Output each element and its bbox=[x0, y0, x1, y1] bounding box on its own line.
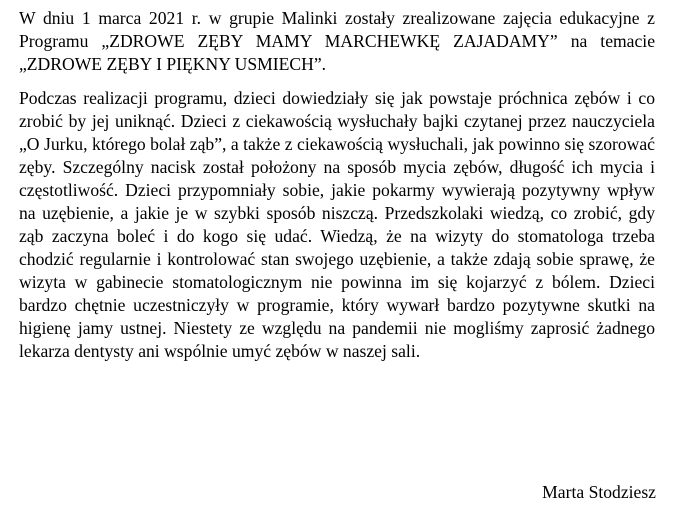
document-body bbox=[19, 7, 655, 363]
author-signature: Marta Stodziesz bbox=[542, 482, 656, 502]
intro-paragraph: W dniu 1 marca 2021 r. w grupie Malinki zostały zrealizowane zajęcia edukacyjne z Programu „ZDROWE ZĘBY MAMY MARCHEWKĘ ZAJADAMY” na temacie „ZDROWE ZĘBY I PIĘKNY USMIECH”. bbox=[19, 8, 655, 74]
program-description-paragraph: Podczas realizacji programu, dzieci dowiedziały się jak powstaje próchnica zębów i co zrobić by jej uniknąć. Dzieci z ciekawością wysłuchały bajki czytanej przez nauczyciela „O Jurku, którego bolał ząb”, a także z ciekawością wysłuchali, jak powinno się szorować zęby. Szczególny nacisk został położony na sposób mycia zębów, długość ich mycia i częstotliwość. Dzieci przypomniały sobie, jakie pokarmy wywierają pozytywny wpływ na uzębienie, a jakie je w szybki sposób niszczą. Przedszkolaki wiedzą, co zrobić, gdy ząb zaczyna boleć i do kogo się udać. Wiedzą, że na wizyty do stomatologa trzeba chodzić regularnie i kontrolować stan swojego uzębienie, a także zdają sobie sprawę, że wizyta w gabinecie stomatologicznym nie powinna im się kojarzyć z bólem. Dzieci bardzo chętnie uczestniczyły w programie, który wywarł bardzo pozytywne skutki na higienę jamy ustnej. Niestety ze względu na pandemii nie mogliśmy zaprosić żadnego lekarza dentysty ani wspólnie umyć zębów w naszej sali. bbox=[19, 88, 655, 361]
